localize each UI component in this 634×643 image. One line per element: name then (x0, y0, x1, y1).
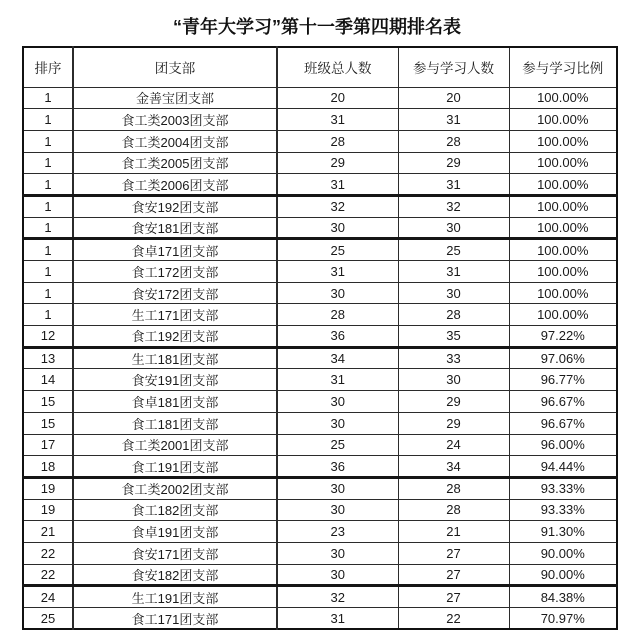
cell-participants: 28 (398, 304, 509, 326)
cell-class-total: 28 (277, 130, 398, 152)
header-cell-ratio: 参与学习比例 (509, 47, 617, 87)
cell-class-total: 31 (277, 174, 398, 196)
table-row (23, 174, 617, 196)
cell-participants: 32 (398, 195, 509, 217)
cell-class-total: 30 (277, 542, 398, 564)
table-row (23, 152, 617, 174)
cell-class-total: 31 (277, 369, 398, 391)
cell-participants: 25 (398, 239, 509, 261)
cell-branch: 食工181团支部 (73, 412, 277, 434)
cell-ratio: 84.38% (509, 586, 617, 608)
cell-participants: 27 (398, 564, 509, 586)
header-cell-participants: 参与学习人数 (398, 47, 509, 87)
cell-ratio: 94.44% (509, 456, 617, 478)
cell-branch: 食安181团支部 (73, 217, 277, 239)
table-row (23, 282, 617, 304)
cell-participants: 29 (398, 412, 509, 434)
cell-rank: 1 (23, 261, 73, 283)
cell-participants: 27 (398, 542, 509, 564)
table-row (23, 326, 617, 348)
cell-ratio: 93.33% (509, 499, 617, 521)
cell-participants: 28 (398, 499, 509, 521)
cell-ratio: 100.00% (509, 109, 617, 131)
cell-class-total: 23 (277, 521, 398, 543)
cell-branch: 食工类2003团支部 (73, 109, 277, 131)
table-row (23, 347, 617, 369)
cell-branch: 食卓181团支部 (73, 391, 277, 413)
cell-branch: 食工类2004团支部 (73, 130, 277, 152)
cell-ratio: 96.67% (509, 391, 617, 413)
cell-rank: 22 (23, 564, 73, 586)
table-row (23, 261, 617, 283)
cell-branch: 金善宝团支部 (73, 87, 277, 109)
table-body (23, 87, 617, 629)
cell-class-total: 20 (277, 87, 398, 109)
cell-participants: 20 (398, 87, 509, 109)
cell-rank: 1 (23, 195, 73, 217)
table-row (23, 130, 617, 152)
cell-branch: 食卓171团支部 (73, 239, 277, 261)
cell-participants: 35 (398, 326, 509, 348)
table-row (23, 586, 617, 608)
cell-participants: 28 (398, 130, 509, 152)
table-row (23, 434, 617, 456)
cell-rank: 24 (23, 586, 73, 608)
cell-ratio: 100.00% (509, 282, 617, 304)
table-row (23, 608, 617, 630)
cell-ratio: 90.00% (509, 564, 617, 586)
cell-rank: 1 (23, 217, 73, 239)
cell-branch: 食安171团支部 (73, 542, 277, 564)
cell-rank: 15 (23, 412, 73, 434)
table-row (23, 87, 617, 109)
header-cell-class-total: 班级总人数 (277, 47, 398, 87)
cell-participants: 33 (398, 347, 509, 369)
cell-branch: 食工171团支部 (73, 608, 277, 630)
cell-participants: 29 (398, 391, 509, 413)
cell-ratio: 93.33% (509, 477, 617, 499)
cell-participants: 24 (398, 434, 509, 456)
table-row (23, 456, 617, 478)
table-row (23, 369, 617, 391)
cell-rank: 1 (23, 239, 73, 261)
cell-rank: 22 (23, 542, 73, 564)
cell-ratio: 96.77% (509, 369, 617, 391)
cell-class-total: 28 (277, 304, 398, 326)
cell-branch: 食工191团支部 (73, 456, 277, 478)
table-row (23, 564, 617, 586)
cell-participants: 29 (398, 152, 509, 174)
cell-class-total: 31 (277, 608, 398, 630)
cell-rank: 21 (23, 521, 73, 543)
cell-ratio: 100.00% (509, 130, 617, 152)
cell-ratio: 100.00% (509, 239, 617, 261)
cell-participants: 31 (398, 174, 509, 196)
cell-rank: 25 (23, 608, 73, 630)
cell-ratio: 70.97% (509, 608, 617, 630)
cell-rank: 19 (23, 477, 73, 499)
cell-ratio: 97.06% (509, 347, 617, 369)
cell-ratio: 100.00% (509, 261, 617, 283)
cell-rank: 18 (23, 456, 73, 478)
cell-ratio: 100.00% (509, 304, 617, 326)
cell-branch: 生工171团支部 (73, 304, 277, 326)
cell-rank: 19 (23, 499, 73, 521)
cell-class-total: 29 (277, 152, 398, 174)
cell-ratio: 100.00% (509, 217, 617, 239)
cell-branch: 食工172团支部 (73, 261, 277, 283)
table-row (23, 109, 617, 131)
cell-branch: 食工类2002团支部 (73, 477, 277, 499)
header-cell-branch: 团支部 (73, 47, 277, 87)
cell-class-total: 34 (277, 347, 398, 369)
header-row (23, 47, 617, 87)
cell-class-total: 31 (277, 261, 398, 283)
cell-class-total: 30 (277, 282, 398, 304)
ranking-table (22, 46, 618, 630)
cell-participants: 31 (398, 261, 509, 283)
cell-class-total: 31 (277, 109, 398, 131)
cell-rank: 1 (23, 109, 73, 131)
cell-participants: 31 (398, 109, 509, 131)
cell-rank: 14 (23, 369, 73, 391)
cell-branch: 食工182团支部 (73, 499, 277, 521)
cell-branch: 食卓191团支部 (73, 521, 277, 543)
cell-branch: 食安191团支部 (73, 369, 277, 391)
cell-ratio: 100.00% (509, 152, 617, 174)
cell-rank: 1 (23, 152, 73, 174)
cell-class-total: 25 (277, 434, 398, 456)
cell-branch: 生工181团支部 (73, 347, 277, 369)
cell-rank: 1 (23, 304, 73, 326)
cell-branch: 食安192团支部 (73, 195, 277, 217)
cell-branch: 食工类2001团支部 (73, 434, 277, 456)
cell-rank: 1 (23, 130, 73, 152)
table-row (23, 391, 617, 413)
cell-participants: 30 (398, 282, 509, 304)
cell-participants: 30 (398, 217, 509, 239)
cell-ratio: 100.00% (509, 174, 617, 196)
table-row (23, 304, 617, 326)
cell-branch: 食安182团支部 (73, 564, 277, 586)
cell-participants: 22 (398, 608, 509, 630)
cell-class-total: 30 (277, 217, 398, 239)
cell-class-total: 30 (277, 391, 398, 413)
cell-ratio: 100.00% (509, 87, 617, 109)
cell-participants: 30 (398, 369, 509, 391)
cell-rank: 13 (23, 347, 73, 369)
header-cell-rank: 排序 (23, 47, 73, 87)
cell-branch: 生工191团支部 (73, 586, 277, 608)
table-row (23, 412, 617, 434)
cell-branch: 食工类2006团支部 (73, 174, 277, 196)
cell-branch: 食工192团支部 (73, 326, 277, 348)
cell-class-total: 32 (277, 586, 398, 608)
cell-class-total: 30 (277, 412, 398, 434)
cell-branch: 食工类2005团支部 (73, 152, 277, 174)
cell-rank: 1 (23, 174, 73, 196)
cell-participants: 27 (398, 586, 509, 608)
table-row (23, 521, 617, 543)
cell-class-total: 25 (277, 239, 398, 261)
cell-ratio: 91.30% (509, 521, 617, 543)
cell-rank: 12 (23, 326, 73, 348)
page-title: “青年大学习”第十一季第四期排名表 (173, 17, 461, 37)
table-row (23, 195, 617, 217)
table-row (23, 239, 617, 261)
cell-class-total: 36 (277, 326, 398, 348)
cell-ratio: 90.00% (509, 542, 617, 564)
cell-participants: 28 (398, 477, 509, 499)
cell-class-total: 30 (277, 477, 398, 499)
cell-rank: 15 (23, 391, 73, 413)
cell-ratio: 97.22% (509, 326, 617, 348)
cell-participants: 34 (398, 456, 509, 478)
cell-class-total: 30 (277, 499, 398, 521)
cell-branch: 食安172团支部 (73, 282, 277, 304)
cell-class-total: 36 (277, 456, 398, 478)
cell-participants: 21 (398, 521, 509, 543)
table-row (23, 477, 617, 499)
cell-ratio: 96.00% (509, 434, 617, 456)
cell-ratio: 100.00% (509, 195, 617, 217)
table-row (23, 217, 617, 239)
table-row (23, 542, 617, 564)
cell-ratio: 96.67% (509, 412, 617, 434)
table-row (23, 499, 617, 521)
cell-rank: 1 (23, 87, 73, 109)
cell-rank: 1 (23, 282, 73, 304)
cell-class-total: 32 (277, 195, 398, 217)
cell-class-total: 30 (277, 564, 398, 586)
cell-rank: 17 (23, 434, 73, 456)
